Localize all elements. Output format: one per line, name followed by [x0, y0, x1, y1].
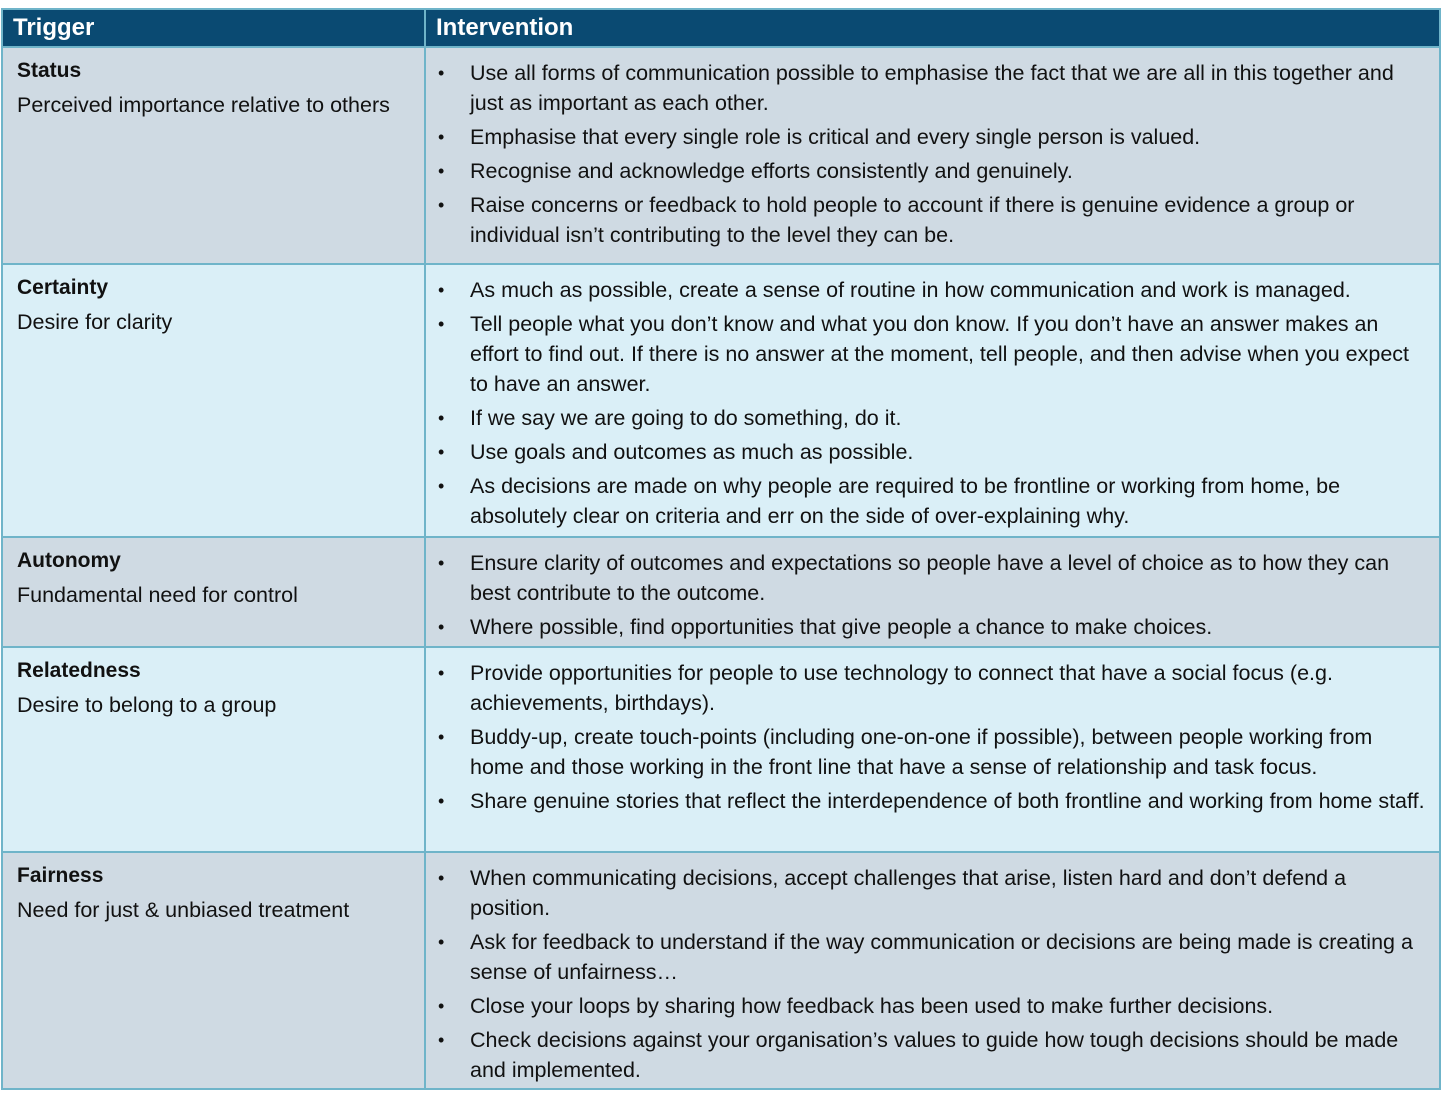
intervention-list	[438, 863, 1429, 1085]
intervention-item: • Share genuine stories that reflect the interdependence of both frontline and working from home staff.	[438, 786, 1429, 816]
intervention-item: • Provide opportunities for people to use technology to connect that have a social focus (e.g. achievements, birthdays).	[438, 658, 1429, 718]
intervention-item: • Use goals and outcomes as much as possible.	[438, 437, 1429, 467]
trigger-description: Perceived importance relative to others	[17, 93, 390, 117]
intervention-list	[438, 275, 1429, 531]
table-row-certainty	[3, 263, 1439, 536]
trigger-intervention-table	[1, 8, 1441, 1090]
table-header-row	[3, 10, 1439, 46]
intervention-item: • As much as possible, create a sense of routine in how communication and work is managed.	[438, 275, 1429, 305]
intervention-cell	[426, 48, 1439, 263]
intervention-cell	[426, 648, 1439, 851]
trigger-title: Fairness	[17, 864, 104, 887]
intervention-item: • Ask for feedback to understand if the way communication or decisions are being made is creating a sense of unfairness…	[438, 927, 1429, 987]
intervention-item: • As decisions are made on why people are required to be frontline or working from home, be absolutely clear on criteria and err on the side of over-explaining why.	[438, 471, 1429, 531]
intervention-list	[438, 58, 1429, 250]
intervention-item: • When communicating decisions, accept challenges that arise, listen hard and don’t defend a position.	[438, 863, 1429, 923]
trigger-description: Fundamental need for control	[17, 583, 298, 607]
intervention-cell	[426, 265, 1439, 536]
trigger-title: Certainty	[17, 276, 109, 299]
intervention-item: • Emphasise that every single role is critical and every single person is valued.	[438, 122, 1429, 152]
intervention-item: • Tell people what you don’t know and what you don know. If you don’t have an answer makes an effort to find out. If there is no answer at the moment, tell people, and then advise when you expect to have an answer.	[438, 309, 1429, 399]
trigger-cell	[3, 265, 426, 536]
intervention-item: • Buddy-up, create touch-points (including one-on-one if possible), between people working from home and those working in the front line that have a sense of relationship and task focus.	[438, 722, 1429, 782]
intervention-cell	[426, 853, 1439, 1088]
trigger-description: Need for just & unbiased treatment	[17, 898, 350, 922]
trigger-description: Desire for clarity	[17, 310, 173, 334]
trigger-column-header: Trigger	[3, 10, 426, 46]
trigger-title: Status	[17, 59, 82, 82]
intervention-item: • If we say we are going to do something, do it.	[438, 403, 1429, 433]
intervention-list	[438, 548, 1429, 642]
intervention-cell	[426, 538, 1439, 646]
table-row-status	[3, 46, 1439, 263]
table-row-autonomy	[3, 536, 1439, 646]
trigger-cell	[3, 48, 426, 263]
intervention-item: • Check decisions against your organisation’s values to guide how tough decisions should be made and implemented.	[438, 1025, 1429, 1085]
intervention-list	[438, 658, 1429, 816]
trigger-title: Relatedness	[17, 659, 141, 682]
trigger-title: Autonomy	[17, 549, 121, 572]
intervention-item: • Use all forms of communication possible to emphasise the fact that we are all in this together and just as important as each other.	[438, 58, 1429, 118]
intervention-column-header: Intervention	[436, 14, 574, 41]
trigger-description: Desire to belong to a group	[17, 693, 277, 717]
trigger-cell	[3, 853, 426, 1088]
intervention-item: • Close your loops by sharing how feedback has been used to make further decisions.	[438, 991, 1429, 1021]
table-row-relatedness	[3, 646, 1439, 851]
trigger-cell	[3, 538, 426, 646]
intervention-item: • Ensure clarity of outcomes and expectations so people have a level of choice as to how they can best contribute to the outcome.	[438, 548, 1429, 608]
intervention-item: • Recognise and acknowledge efforts consistently and genuinely.	[438, 156, 1429, 186]
intervention-item: • Where possible, find opportunities that give people a chance to make choices.	[438, 612, 1429, 642]
table-row-fairness	[3, 851, 1439, 1088]
trigger-cell	[3, 648, 426, 851]
intervention-item: • Raise concerns or feedback to hold people to account if there is genuine evidence a group or individual isn’t contributing to the level they can be.	[438, 190, 1429, 250]
